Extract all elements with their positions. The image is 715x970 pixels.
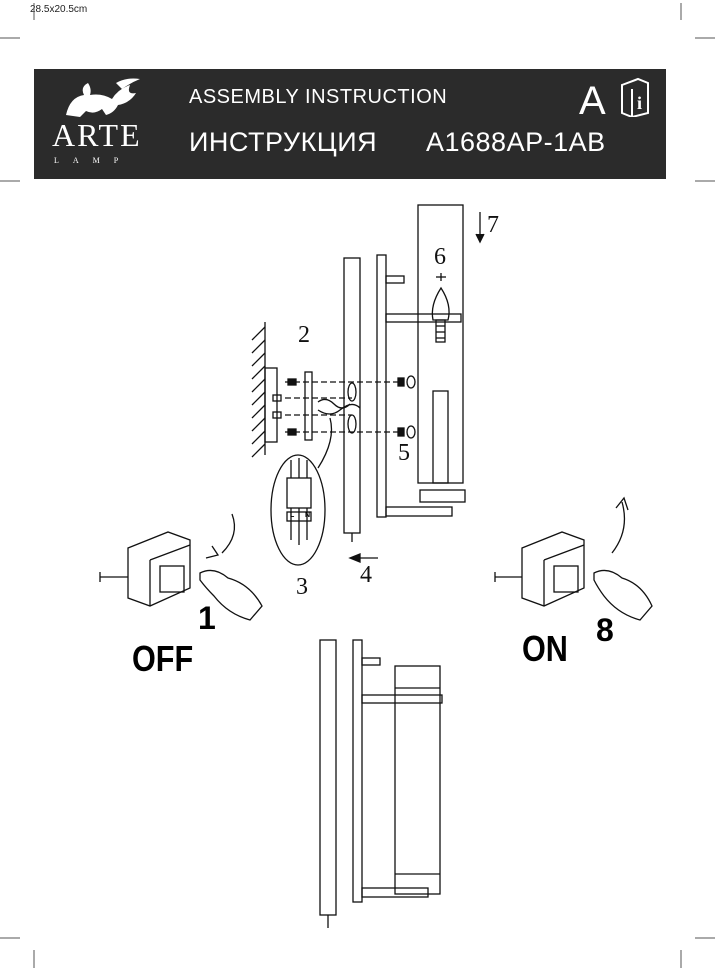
step-number-8: 8 bbox=[596, 612, 614, 648]
switch-on bbox=[495, 498, 652, 620]
wire-label-l: L bbox=[290, 512, 295, 519]
wire-label-n: N bbox=[305, 512, 311, 519]
lamp-fixture-assembled bbox=[344, 205, 484, 562]
title-english: ASSEMBLY INSTRUCTION bbox=[189, 86, 448, 108]
language-letter: A bbox=[579, 79, 606, 123]
step-number-1: 1 bbox=[198, 600, 216, 636]
brand-subtitle: LAMP bbox=[54, 156, 133, 165]
lamp-fixture-final bbox=[320, 640, 442, 928]
switch-off bbox=[100, 514, 262, 620]
wall-hatch bbox=[252, 322, 277, 457]
callout-7: 7 bbox=[487, 212, 499, 238]
callout-6: 6 bbox=[434, 244, 446, 270]
paper-size-label: 28.5x20.5cm bbox=[30, 4, 88, 15]
callout-4: 4 bbox=[360, 562, 372, 588]
switch-off-label: OFF bbox=[132, 638, 194, 679]
switch-on-label: ON bbox=[522, 628, 568, 669]
brand-name: ARTE bbox=[52, 117, 142, 153]
callout-3: 3 bbox=[296, 574, 308, 600]
model-number: A1688AP-1AB bbox=[426, 127, 606, 157]
callout-2: 2 bbox=[298, 322, 310, 348]
title-russian: ИНСТРУКЦИЯ bbox=[189, 127, 378, 157]
svg-text:i: i bbox=[637, 93, 643, 113]
wiring-detail bbox=[271, 455, 325, 565]
callout-5: 5 bbox=[398, 440, 410, 466]
